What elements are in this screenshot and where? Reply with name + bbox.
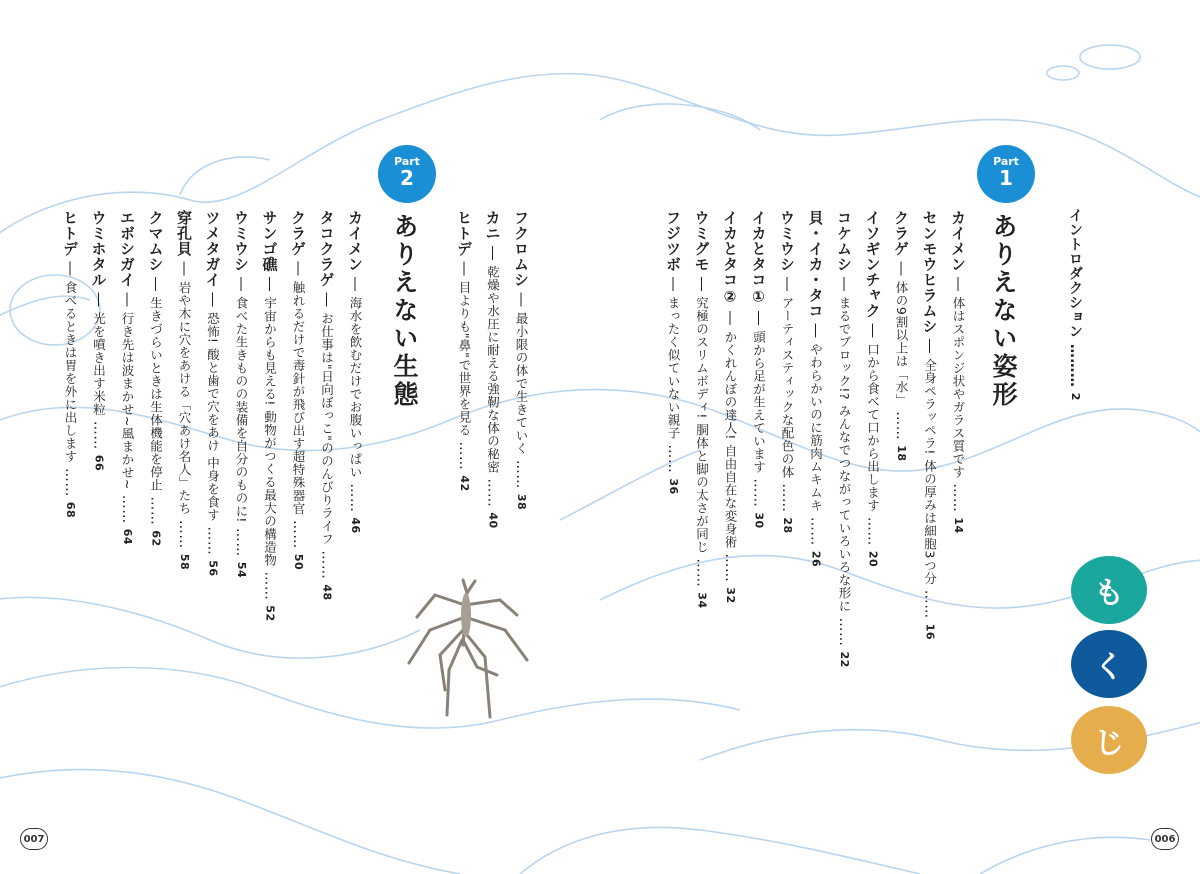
dash: ― — [513, 287, 529, 312]
entry-subtitle: 全身ペラッペラ! 体の厚みは細胞3つ分 — [922, 358, 938, 585]
leader-dots: …… — [119, 489, 135, 529]
leader-dots: …… — [90, 415, 107, 455]
entry-title: カニ — [483, 210, 502, 241]
leader-dots: ……… — [1067, 338, 1083, 393]
entry-title: クラゲ — [289, 210, 307, 257]
entry-page: 52 — [263, 605, 277, 622]
toc-entry[interactable] — [950, 210, 965, 534]
entry-subtitle: かくれんぼの達人! 自由自在な変身術 — [723, 330, 738, 549]
dash: ― — [90, 287, 107, 312]
dash: ― — [456, 256, 472, 281]
leader-dots: …… — [484, 473, 501, 513]
toc-entry[interactable] — [176, 210, 191, 570]
leader-dots: …… — [750, 473, 767, 513]
leader-dots: …… — [347, 478, 363, 518]
part2-badge — [378, 145, 436, 203]
dash: ― — [318, 287, 335, 312]
leader-dots: …… — [176, 514, 192, 554]
toc-entry[interactable] — [808, 210, 823, 567]
toc-entry[interactable] — [148, 210, 163, 547]
leader-dots: …… — [722, 548, 738, 588]
toc-entry[interactable] — [779, 210, 794, 534]
toc-entry[interactable] — [893, 210, 908, 462]
entry-subtitle: お仕事は"日向ぼっこ"ののんびりライフ — [319, 311, 335, 546]
part1-label: Part — [993, 155, 1019, 168]
entry-page: 64 — [121, 528, 134, 546]
entry-title: ウミホタル — [89, 210, 108, 288]
entry-subtitle: 体はスポンジ状やガラス質です — [951, 296, 966, 479]
entry-page: 20 — [866, 550, 880, 568]
leader-dots: …… — [62, 462, 78, 502]
dash: ― — [147, 272, 164, 297]
entry-page: 32 — [724, 587, 737, 604]
dash: ― — [921, 334, 938, 359]
leader-dots: …… — [779, 478, 795, 518]
toc-entry[interactable] — [922, 210, 937, 640]
dash: ― — [347, 272, 363, 297]
entry-title: 穿孔貝 — [175, 210, 193, 257]
toc-entry[interactable] — [262, 210, 277, 622]
leader-dots: …… — [864, 511, 881, 551]
entry-title: ウミウシ — [778, 210, 796, 272]
leader-dots: …… — [921, 584, 938, 624]
entry-title: ウミグモ — [692, 210, 711, 272]
entry-title: サンゴ礁 — [260, 210, 279, 272]
entry-title: イソギンチャク — [863, 210, 882, 319]
leader-dots: …… — [233, 522, 249, 562]
dash: ― — [119, 287, 135, 312]
entry-subtitle: 口から食べて口から出します — [865, 342, 881, 512]
entry-page: 62 — [149, 530, 163, 547]
dash: ― — [290, 256, 306, 281]
toc-entry[interactable] — [347, 210, 362, 534]
entry-title: フジツボ — [664, 210, 682, 272]
part2-number: 2 — [400, 166, 414, 190]
toc-entry[interactable] — [694, 210, 709, 609]
entry-title: イカとタコ② — [721, 210, 739, 306]
leader-dots: …… — [261, 566, 278, 606]
entry-page: 68 — [64, 501, 77, 519]
entry-page: 48 — [320, 584, 334, 601]
entry-subtitle: 生きづらいときは生体機能を停止 — [148, 296, 164, 492]
entry-title: フクロムシ — [512, 210, 530, 288]
entry-page: 28 — [781, 517, 794, 534]
dash: ― — [176, 256, 192, 281]
dash: ― — [722, 306, 738, 331]
leader-dots: …… — [807, 511, 824, 551]
entry-page: 14 — [952, 517, 965, 534]
entry-subtitle: 体の9割以上は「水」 — [894, 280, 909, 407]
leader-dots: …… — [693, 553, 710, 593]
entry-page: 16 — [923, 623, 937, 641]
leader-dots: …… — [147, 491, 164, 531]
dash: ― — [665, 272, 681, 297]
tab-mo — [1071, 556, 1147, 624]
entry-subtitle: やわらかいのに筋肉ムキムキ — [808, 342, 824, 512]
entry-page: 58 — [178, 553, 191, 571]
toc-entry[interactable] — [456, 210, 471, 492]
entry-page: 38 — [515, 493, 528, 511]
entry-page: 66 — [92, 454, 106, 472]
part2-label: Part — [394, 155, 420, 168]
toc-entry[interactable] — [91, 210, 106, 471]
dash: ― — [233, 272, 249, 297]
toc-entry[interactable] — [722, 210, 737, 604]
toc-entry[interactable] — [751, 210, 766, 529]
entry-title: ツメタガイ — [203, 210, 222, 288]
entry-title: イカとタコ① — [749, 210, 768, 306]
entry-subtitle: 乾燥や水圧に耐える強靭な体の秘密 — [485, 265, 501, 474]
tab-ji-char: じ — [1094, 726, 1124, 761]
part1-badge — [977, 145, 1035, 203]
entry-title: コケムシ — [835, 210, 853, 272]
dash: ― — [779, 272, 795, 297]
entry-page: 30 — [752, 512, 766, 529]
entry-title: クマムシ — [146, 210, 165, 272]
leader-dots: …… — [318, 545, 335, 585]
toc-intro[interactable] — [1068, 208, 1082, 401]
entry-subtitle: アーティスティックな配色の体 — [780, 296, 795, 479]
entry-subtitle: 食べるときは胃を外に出します — [63, 280, 78, 463]
entry-page: 50 — [292, 553, 305, 571]
entry-subtitle: 究極のスリムボディ! 胴体と脚の太さが同じ — [694, 296, 710, 554]
tab-ku — [1071, 630, 1147, 698]
dash: ― — [693, 272, 710, 297]
entry-subtitle: 岩や木に穴をあける「穴あけ名人」たち — [177, 280, 192, 515]
dash: ― — [261, 272, 278, 297]
toc-entry[interactable] — [233, 210, 248, 578]
entry-title: エボシガイ — [118, 210, 136, 288]
entry-title: カイメン — [346, 210, 364, 272]
entry-page: 18 — [895, 445, 908, 462]
dash: ― — [62, 256, 78, 281]
entry-title: ウミウシ — [232, 210, 250, 272]
toc-entry[interactable] — [836, 210, 851, 668]
toc-entry[interactable] — [485, 210, 500, 529]
tab-ji — [1071, 706, 1147, 774]
toc-entry[interactable] — [119, 210, 134, 545]
dash: ― — [950, 272, 966, 297]
tab-mo-char: も — [1094, 576, 1124, 611]
part1-number: 1 — [999, 166, 1013, 190]
toc-entry[interactable] — [865, 210, 880, 567]
leader-dots: …… — [665, 439, 681, 479]
entry-subtitle: まるでブロック!? みんなでつながっていろいろな形に — [837, 296, 852, 613]
leader-dots: …… — [456, 436, 472, 476]
dash: ― — [836, 272, 852, 297]
toc-entry[interactable] — [513, 210, 528, 510]
entry-subtitle: 光を噴き出す米粒 — [91, 311, 107, 416]
tab-ku-char: く — [1094, 650, 1124, 685]
entry-page: 22 — [838, 651, 851, 668]
toc-entry[interactable] — [62, 210, 77, 518]
entry-subtitle: 海水を飲むだけでお腹いっぱい — [348, 296, 363, 479]
entry-title: タコクラゲ — [317, 210, 336, 288]
entry-page: 26 — [809, 550, 823, 568]
entry-subtitle: 行き先は波まかせ~風まかせ~ — [120, 311, 135, 490]
entry-title: クラゲ — [892, 210, 910, 257]
part2-heading: ありえない生態 — [390, 213, 419, 409]
toc-entry[interactable] — [205, 210, 220, 577]
entry-subtitle: 恐怖! 酸と歯で穴をあけ 中身を食す — [205, 311, 221, 522]
entry-title: ヒトデ — [61, 210, 79, 257]
part1-heading: ありえない姿形 — [989, 213, 1018, 409]
toc-entry[interactable] — [290, 210, 305, 570]
entry-page: 46 — [349, 517, 362, 534]
entry-subtitle: 食べた生きものの装備を自分のものに! — [234, 296, 249, 523]
dash: ― — [864, 318, 881, 343]
leader-dots: …… — [836, 612, 852, 652]
entry-page: 36 — [667, 478, 680, 495]
intro-page: 2 — [1069, 392, 1082, 401]
leader-dots: …… — [204, 521, 221, 561]
entry-title: 貝・イカ・タコ — [806, 210, 825, 319]
entry-subtitle: 頭から足が生えています — [751, 330, 767, 474]
sea-spider-icon — [405, 575, 535, 720]
dash: ― — [484, 241, 501, 266]
dash: ― — [893, 256, 909, 281]
entry-title: カイメン — [949, 210, 967, 272]
leader-dots: …… — [513, 454, 529, 494]
leader-dots: …… — [893, 406, 909, 446]
dash: ― — [204, 287, 221, 312]
toc-entry[interactable] — [665, 210, 680, 495]
leader-dots: …… — [290, 514, 306, 554]
entry-page: 40 — [486, 512, 500, 529]
entry-subtitle: 宇宙からも見える! 動物がつくる最大の構造物 — [262, 296, 278, 567]
dash: ― — [750, 306, 767, 331]
leader-dots: …… — [950, 478, 966, 518]
entry-title: センモウヒラムシ — [920, 210, 939, 334]
entry-page: 54 — [235, 561, 248, 579]
entry-title: ヒトデ — [455, 210, 473, 257]
entry-subtitle: 最小限の体で生きていく — [514, 311, 529, 455]
entry-subtitle: まったく似ていない親子 — [666, 296, 681, 440]
intro-title: イントロダクション — [1067, 208, 1083, 339]
page-number-right: 006 — [1151, 828, 1179, 850]
entry-page: 42 — [458, 475, 471, 492]
entry-page: 56 — [206, 560, 220, 577]
entry-page: 34 — [695, 592, 709, 609]
page-number-left: 007 — [20, 828, 48, 850]
entry-subtitle: 目よりも"鼻"で世界を見る — [457, 280, 472, 437]
dash: ― — [807, 318, 824, 343]
entry-subtitle: 触れるだけで毒針が飛び出す超特殊器官 — [291, 280, 306, 515]
toc-entry[interactable] — [319, 210, 334, 601]
